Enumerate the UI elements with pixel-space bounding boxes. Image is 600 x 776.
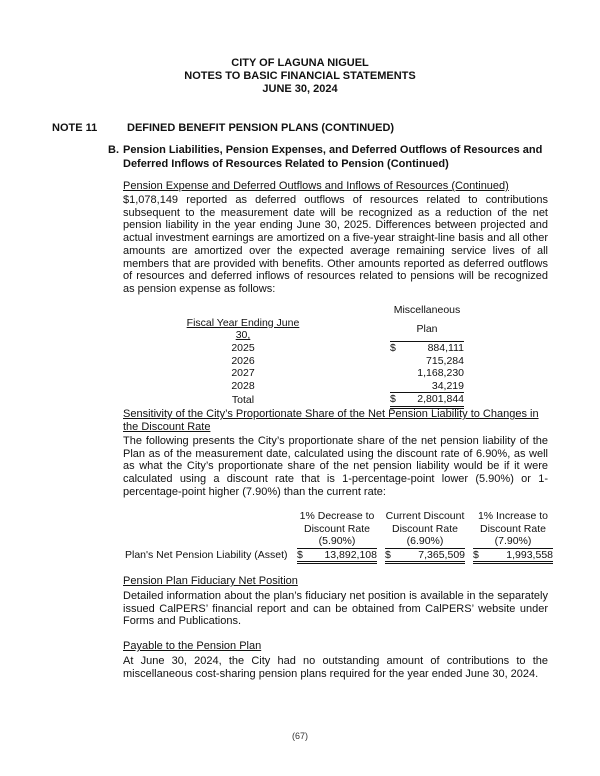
plan-header-line1: Miscellaneous	[393, 304, 461, 316]
pension-expense-paragraph: $1,078,149 reported as deferred outflows of resources related to contributions subsequent to the measurement date will be recognized as a reduction of the net pension liability in the year ending June 30, 2025. Differences between projected and actual investment earnings are amortized on a five-year straight-line basis and all other amounts are amortized over the expected average remaining service lives of all members that are provided with benefits. Other amounts reported as deferred outflows of resources and deferred inflows of resources related to pensions will be recognized as pension expense as follows:	[123, 194, 548, 295]
document-title: NOTES TO BASIC FINANCIAL STATEMENTS	[184, 70, 416, 82]
payable-heading: Payable to the Pension Plan	[123, 640, 262, 652]
table-row: 2025 $ 884,111	[231, 341, 464, 354]
sensitivity-heading: Sensitivity of the City’s Proportionate Share of the Net Pension Liability to Changes in the Discount Rate	[123, 408, 539, 433]
section-title: Pension Liabilities, Pension Expenses, and Deferred Outflows of Resources and Deferred Inflows of Resources Related to Pension (Continued)	[123, 144, 543, 170]
city-name: CITY OF LAGUNA NIGUEL	[231, 57, 369, 69]
table-row: Plan's Net Pension Liability (Asset) $ 13,892,108 $ 7,365,509 $ 1,993,558	[125, 548, 553, 561]
table-row: 2026 715,284	[231, 354, 464, 367]
page-number: (67)	[291, 731, 308, 741]
year-column-header: Fiscal Year Ending June 30,	[186, 316, 300, 341]
payable-paragraph: At June 30, 2024, the City had no outstanding amount of contributions to the miscellaneous cost-sharing pension plans required for the year ended June 30, 2024.	[123, 655, 548, 680]
document-date: JUNE 30, 2024	[262, 83, 338, 95]
table-row: 2028 34,219	[231, 379, 464, 392]
sensitivity-table: 1% Decrease to Current Discount 1% Increase to Discount Rate Discount Rate Discount Rate (5.90%) (6.90%) (7.90%) Plan's Net Pension Liability (Asset) $ 13,892,108 $ 7,365,509 $ 1,993,558	[125, 510, 553, 561]
pension-expense-heading: Pension Expense and Deferred Outflows and Inflows of Resources (Continued)	[123, 180, 509, 192]
section-letter: B.	[108, 144, 119, 156]
sensitivity-paragraph: The following presents the City’s proportionate share of the net pension liability of the Plan as of the measurement date, calculated using the discount rate of 6.90%, as well as what the City’s proportionate share of the net pension liability would be if it were calculated using a discount rate that is 1-percentage-point lower (5.90%) or 1-percentage-point higher (7.90%) than the current rate:	[123, 435, 548, 498]
note-heading	[52, 122, 394, 134]
row-label: Plan's Net Pension Liability (Asset)	[125, 549, 288, 561]
fiduciary-heading: Pension Plan Fiduciary Net Position	[123, 575, 298, 587]
total-row: Total $ 2,801,844	[231, 393, 464, 406]
fiduciary-paragraph: Detailed information about the plan’s fiduciary net position is available in the separately issued CalPERS’ financial report and can be obtained from CalPERS’ website under Forms and Publications.	[123, 590, 548, 628]
section-heading	[108, 143, 548, 171]
note-title: DEFINED BENEFIT PENSION PLANS (CONTINUED)	[127, 122, 395, 134]
table-row: 2027 1,168,230	[231, 367, 464, 379]
pension-expense-table	[178, 304, 464, 409]
plan-header-line2: Plan	[390, 317, 464, 342]
note-number: NOTE 11	[52, 122, 98, 134]
